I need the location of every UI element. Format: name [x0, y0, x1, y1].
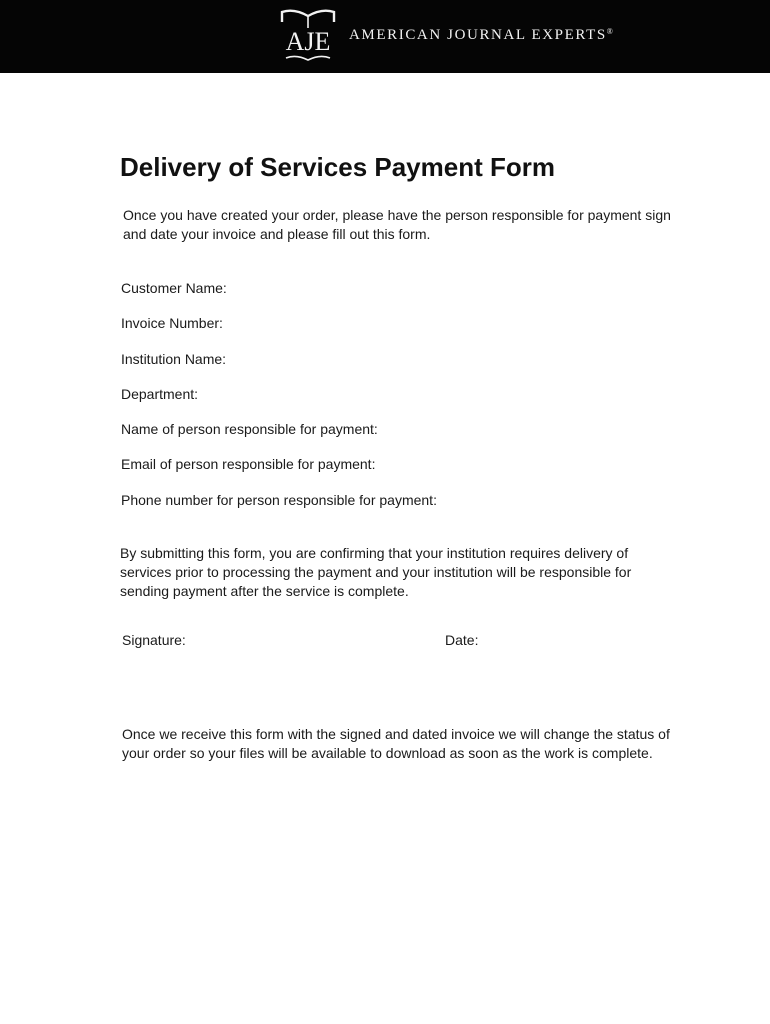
brand-name: [349, 27, 613, 44]
field-payer-email: Email of person responsible for payment:: [121, 456, 376, 473]
date-label: Date:: [445, 632, 479, 648]
field-customer-name: Customer Name:: [121, 280, 227, 296]
intro-paragraph: Once you have created your order, please have the person responsible for payment sign and date your invoice and please fill out this form.: [123, 207, 671, 242]
field-payer-name: Name of person responsible for payment:: [121, 421, 378, 438]
brand-name-text: AMERICAN JOURNAL EXPERTS: [349, 27, 607, 43]
confirmation-paragraph: By submitting this form, you are confirming that your institution requires delivery of services prior to processing the payment and your institution will be responsible for sending payment after the service is complete.: [120, 545, 632, 599]
form-fields: [121, 278, 437, 525]
field-institution-name: Institution Name:: [121, 350, 227, 367]
registered-mark: ®: [606, 27, 613, 36]
field-department: Department:: [121, 385, 199, 402]
signature-label: Signature:: [122, 632, 186, 648]
logo-letters: AJE: [285, 27, 331, 56]
field-invoice-number: Invoice Number:: [121, 315, 223, 332]
header-banner: [0, 0, 770, 73]
closing-paragraph: Once we receive this form with the signed and dated invoice we will change the status of your order so your files will be available to download as soon as the work is complete.: [122, 726, 670, 761]
page-title: Delivery of Services Payment Form: [120, 152, 555, 182]
field-payer-phone: Phone number for person responsible for payment:: [121, 491, 437, 508]
open-book-logo-icon: [280, 8, 336, 64]
